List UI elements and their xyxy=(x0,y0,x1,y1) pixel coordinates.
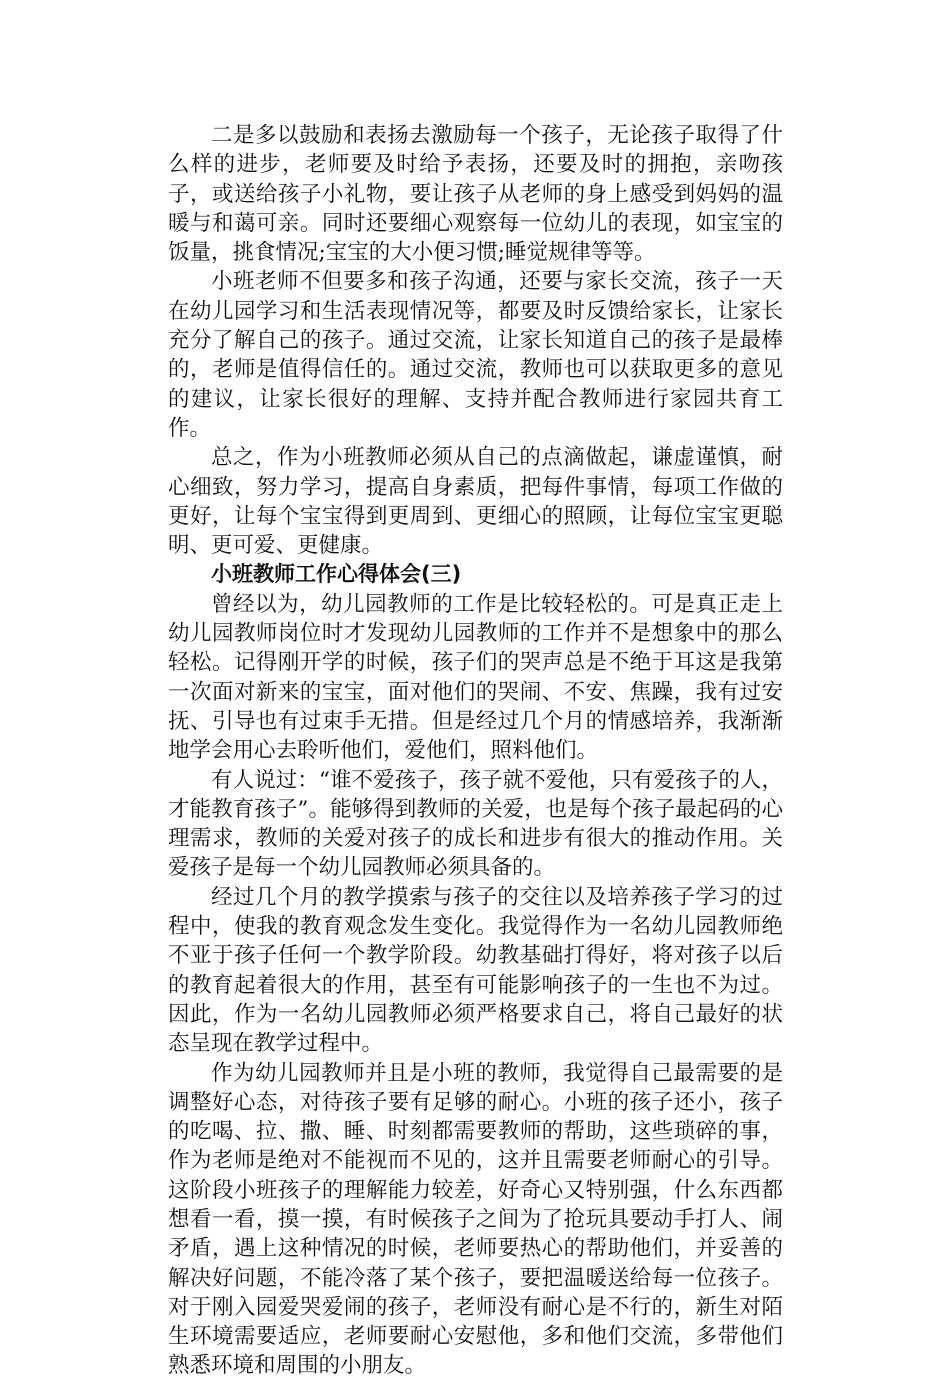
paragraph-teaching-exploration: 经过几个月的教学摸索与孩子的交往以及培养孩子学习的过程中，使我的教育观念发生变化。我觉得作为一名幼儿园教师绝不亚于孩子任何一个教学阶段。幼教基础打得好，将对孩子以后的教育起着很大的作用，甚至有可能影响孩子的一生也不为过。因此，作为一名幼儿园教师必须严格要求自己，将自己最好的状态呈现在教学过程中。 xyxy=(168,884,783,1057)
paragraph-love-children: 有人说过：“谁不爱孩子，孩子就不爱他，只有爱孩子的人，才能教育孩子”。能够得到教师的关爱，也是每个孩子最起码的心理需求，教师的关爱对孩子的成长和进步有很大的推动作用。关爱孩子是每一个幼儿园教师必须具备的。 xyxy=(168,767,783,881)
section-heading: 小班教师工作心得体会(三) xyxy=(211,562,462,587)
paragraph-summary: 总之，作为小班教师必须从自己的点滴做起，谦虚谨慎，耐心细致，努力学习，提高自身素质，把每件事情，每项工作做的更好，让每个宝宝得到更周到、更细心的照顾，让每位宝宝更聪明、更可爱、更健康。 xyxy=(168,445,783,559)
paragraph-encourage-children: 二是多以鼓励和表扬去激励每一个孩子，无论孩子取得了什么样的进步，老师要及时给予表扬，还要及时的拥抱，亲吻孩子，或送给孩子小礼物，要让孩子从老师的身上感受到妈妈的温暖与和蔼可亲。同时还要细心观察每一位幼儿的表现，如宝宝的饭量，挑食情况;宝宝的大小便习惯;睡觉规律等等。 xyxy=(168,123,783,266)
paragraph-first-impression: 曾经以为，幼儿园教师的工作是比较轻松的。可是真正走上幼儿园教师岗位时才发现幼儿园教师的工作并不是想象中的那么轻松。记得刚开学的时候，孩子们的哭声总是不绝于耳这是我第一次面对新来的宝宝，面对他们的哭闹、不安、焦躁，我有过安抚、引导也有过束手无措。但是经过几个月的情感培养，我渐渐地学会用心去聆听他们，爱他们，照料他们。 xyxy=(168,591,783,764)
paragraph-communicate-parents: 小班老师不但要多和孩子沟通，还要与家长交流，孩子一天在幼儿园学习和生活表现情况等，都要及时反馈给家长，让家长充分了解自己的孩子。通过交流，让家长知道自己的孩子是最棒的，老师是值得信任的。通过交流，教师也可以获取更多的意见的建议，让家长很好的理解、支持并配合教师进行家园共育工作。 xyxy=(168,269,783,441)
paragraph-patience: 作为幼儿园教师并且是小班的教师，我觉得自己最需要的是调整好心态，对待孩子要有足够的耐心。小班的孩子还小，孩子的吃喝、拉、撒、睡、时刻都需要教师的帮助，这些琐碎的事，作为老师是绝对不能视而不见的，这并且需要老师耐心的引导。这阶段小班孩子的理解能力较差，好奇心又特别强，什么东西都想看一看，摸一摸，有时候孩子之间为了抢玩具要动手打人、闹矛盾，遇上这种情况的时候，老师要热心的帮助他们，并妥善的解决好问题，不能冷落了某个孩子，要把温暖送给每一位孩子。对于刚入园爱哭爱闹的孩子，老师没有耐心是不行的，新生对陌生环境需要适应，老师要耐心安慰他，多和他们交流，多带他们熟悉环境和周围的小朋友。 xyxy=(168,1060,783,1379)
document-page xyxy=(168,121,783,1381)
